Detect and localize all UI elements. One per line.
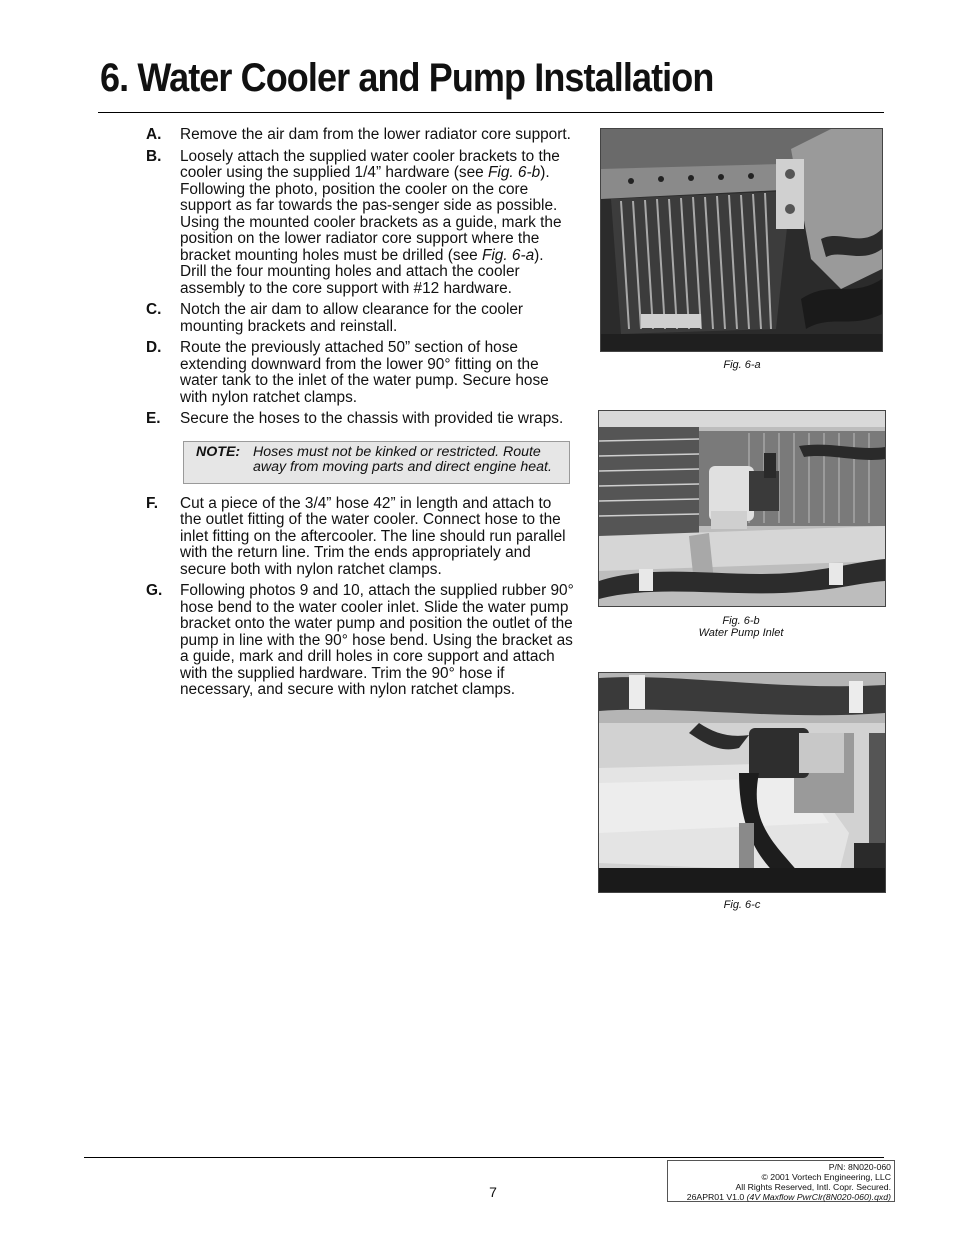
file-name: (4V Maxflow PwrClr(8N020-060).qxd)	[746, 1192, 891, 1202]
step-text-part: Loosely attach the supplied water cooler brackets to the cooler using the supplied 1/4” hardware (see	[180, 147, 565, 181]
step-letter: D.	[146, 339, 162, 356]
step-f	[146, 496, 574, 579]
step-e	[146, 411, 574, 428]
step-text: Cut a piece of the 3/4” hose 42” in length and attach to the outlet fitting of the water cooler. Connect hose to the inlet fitting on the aftercooler. The line should run parallel with the return line. Trim the ends appropriately and secure both with nylon ratchet clamps.	[180, 494, 566, 578]
title-divider	[98, 112, 884, 113]
page-title: 6. Water Cooler and Pump Installation	[100, 56, 714, 100]
step-a	[146, 127, 574, 144]
step-letter: E.	[146, 410, 161, 427]
part-number: P/N: 8N020-060	[828, 1162, 891, 1172]
step-text: Route the previously attached 50” section of hose extending downward from the lower 90° fitting on the water tank to the inlet of the water pump. Secure hose with nylon ratchet clamps.	[180, 339, 549, 406]
step-d	[146, 340, 574, 406]
step-text: Secure the hoses to the chassis with provided tie wraps.	[180, 410, 564, 427]
instruction-steps	[146, 127, 574, 704]
figure-6c-photo	[598, 672, 886, 893]
step-g	[146, 583, 574, 699]
page-number: 7	[489, 1184, 497, 1200]
step-letter: A.	[146, 126, 162, 143]
step-b	[146, 149, 574, 298]
figure-6b-subcaption: Water Pump Inlet	[698, 626, 784, 639]
step-c	[146, 302, 574, 335]
figure-reference: Fig. 6-a	[481, 246, 535, 264]
rights-notice: All Rights Reserved, Intl. Copr. Secured.	[735, 1182, 891, 1192]
figure-6a-caption: Fig. 6-a	[723, 359, 761, 371]
note-text: Hoses must not be kinked or restricted. Route away from moving parts and direct engine heat.	[253, 443, 552, 475]
step-text-part: ). Following the photo, position the cooler on the core support as far towards the pas-senger side as possible. Using the mounted cooler brackets as a guide, mark the position on the lower radiator core support where the bracket mounting holes must be drilled (see	[180, 164, 566, 264]
step-letter: B.	[146, 147, 162, 165]
revision-line	[671, 1192, 891, 1202]
figure-6b-caption	[676, 616, 806, 639]
step-text: Following photos 9 and 10, attach the supplied rubber 90° hose bend to the water cooler inlet. Slide the water pump bracket onto the water pump and position the outlet of the pump in line with the 90° hose bend. Using the bracket as a guide, mark and drill holes in core support and attach with the supplied hardware. Trim the 90° hose if necessary, and secure with nylon ratchet clamps.	[180, 582, 574, 698]
copyright: © 2001 Vortech Engineering, LLC	[761, 1172, 891, 1182]
step-letter: C.	[146, 301, 162, 318]
figure-6a-photo	[600, 128, 883, 352]
revision: 26APR01 V1.0	[686, 1192, 745, 1202]
step-letter: G.	[146, 582, 163, 599]
step-text: Remove the air dam from the lower radiator core support.	[180, 126, 571, 143]
note-box	[183, 441, 570, 484]
footer-info-box	[667, 1160, 895, 1202]
footer-divider	[84, 1157, 884, 1158]
figure-reference: Fig. 6-b	[488, 164, 541, 181]
figure-6c-caption: Fig. 6-c	[723, 899, 761, 911]
figure-6b-photo	[598, 410, 886, 607]
figure-6b-label: Fig. 6-b	[722, 615, 760, 627]
step-letter: F.	[146, 494, 158, 512]
step-text-part: ). Drill the four mounting holes and attach the cooler assembly to the core support with #12 hardware.	[180, 246, 548, 297]
note-label: NOTE:	[196, 443, 241, 460]
step-text	[180, 149, 574, 298]
step-text: Notch the air dam to allow clearance for the cooler mounting brackets and reinstall.	[180, 301, 524, 335]
